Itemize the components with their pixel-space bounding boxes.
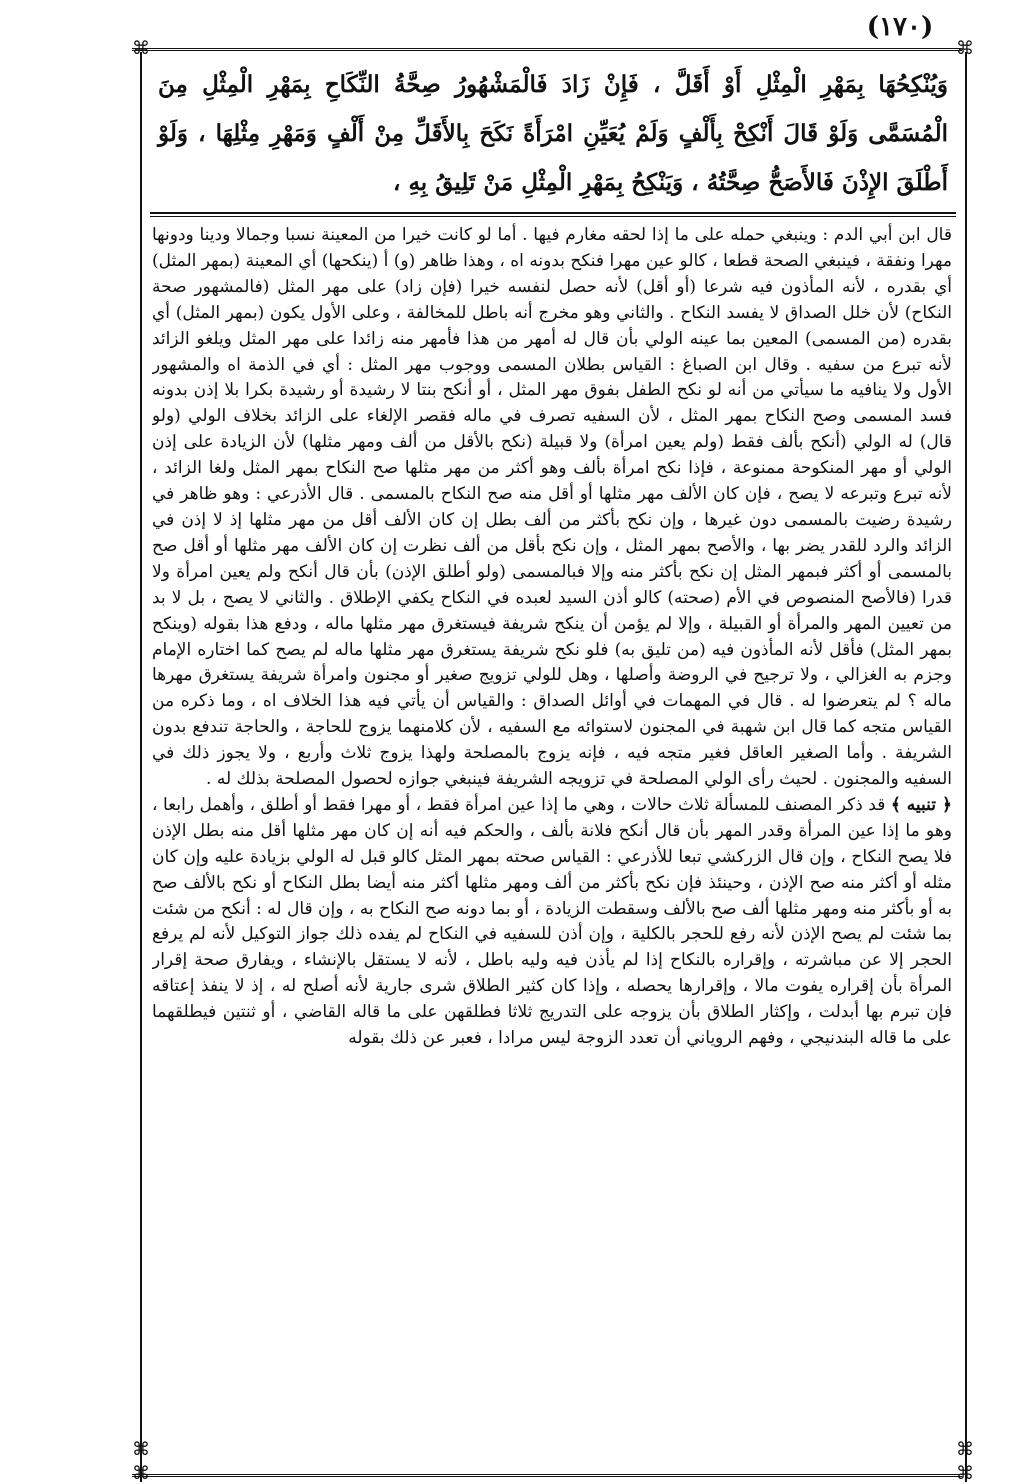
corner-ornament-mid-left: ⌘ bbox=[132, 1439, 150, 1460]
tanbih-label: ﴿ تنبيه ﴾ bbox=[890, 794, 952, 815]
commentary bbox=[152, 223, 952, 1468]
divider-thick bbox=[150, 212, 956, 214]
frame-bottom bbox=[132, 1474, 962, 1477]
commentary-paragraph: قال ابن أبي الدم : وينبغي حمله على ما إذا لحقه مغارم فيها . أما لو كانت خيرا من المعينة نسبا وجمالا ودينا ودونها مهرا ونفقة ، فينبغي الصحة قطعا ، كالو عين مهرا فنكح بدونه اه ، وهذا ظاهر (و) أ (ينكحها) أي المعينة (بمهر المثل) أي بقدره ، لأنه المأذون فيه شرعا (أو أقل) لأنه حصل لنفسه خيرا (فإن زاد) على مهر المثل (فالمشهور صحة النكاح) لأن خلل الصداق لا يفسد النكاح . والثاني وهو مخرج أنه باطل للمخالفة ، وعلى الأول يكون (بمهر المثل) أي بقدره (من المسمى) المعين بما عينه الولي بأن قال له أمهر من هذا فأمهر منه زائدا على مهر المثل ويلغو الزائد لأنه تبرع من سفيه . وقال ابن الصباغ : القياس بطلان المسمى ووجوب مهر المثل : أي في الذمة اه والمشهور الأول ولا ينافيه ما سيأتي من أنه لو نكح الطفل بفوق مهر المثل ، أو أنكح بنتا لا رشيدة أو رشيدة بكرا بلا إذن بدونه فسد المسمى وصح النكاح بمهر المثل ، لأن السفيه تصرف في ماله فقصر الإلغاء على الزائد بخلاف الولي (ولو قال) له الولي (أنكح بألف فقط (ولم يعين امرأة) ولا قبيلة (نكح بالأقل من ألف ومهر مثلها) لأن الزيادة على إذن الولي أو مهر المنكوحة ممنوعة ، فإذا نكح امرأة بألف وهو أكثر من مهر مثلها صح النكاح بمهر المثل ولغا الزائد ، لأنه تبرع وتبرعه لا يصح ، فإن كان الألف مهر مثلها أو أقل منه صح النكاح بالمسمى . قال الأذرعي : وهو ظاهر في رشيدة رضيت بالمسمى دون غيرها ، وإن نكح بأكثر من ألف بطل إن كان الألف أقل من مهر مثلها إذ لا إذن في الزائد والرد للقدر يضر بها ، والأصح بمهر المثل ، وإن نكح بأقل من ألف نظرت إن كان الألف مهر مثلها أو أقل صح بالمسمى أو أكثر فبمهر المثل إن نكح بأكثر منه وإلا فبالمسمى (ولو أطلق الإذن) بأن قال أنكح ولم يعين امرأة ولا قدرا (فالأصح المنصوص في الأم (صحته) كالو أذن السيد لعبده في النكاح يكفي الإطلاق . والثاني لا يصح ، بل لا بد من تعيين المهر والمرأة أو القبيلة ، وإلا لم يؤمن أن ينكح شريفة فيستغرق مهر مثلها ماله ، ودفع هذا بقوله (وينكح بمهر المثل) فأقل لأنه المأذون فيه (من تليق به) فلو نكح شريفة يستغرق مهر مثلها ماله لم يصح كما اختاره الإمام وجزم به الغزالي ، ولا ترجيح في الروضة وأصلها ، وهل للولي تزويج صغير أو مجنون وامرأة شريفة يستغرق مهرها ماله ؟ لم يتعرضوا له . قال في المهمات في أوائل الصداق : والقياس أن يأتي فيه هذا الخلاف اه ، وما ذكره من القياس متجه كما قال ابن شهبة في المجنون لاستوائه مع السفيه ، لأن كلامنهما يزوج للحاجة ، والحاجة تندفع بدون الشريفة . وأما الصغير العاقل فغير متجه فيه ، فإنه يزوج بالمصلحة ولهذا يزوج ثلاث وأربع ، ولا يجوز ذلك في السفيه والمجنون . لحيث رأى الولي المصلحة في تزويجه الشريفة فينبغي جوازه لحصول المصلحة بذلك له . bbox=[152, 225, 952, 790]
divider-thin bbox=[150, 216, 956, 217]
tanbih-text: قد ذكر المصنف للمسألة ثلاث حالات ، وهي ما إذا عين امرأة فقط ، أو مهرا فقط أو أطلق ، وأهمل رابعا ، وهو ما إذا عين المرأة وقدر المهر بأن قال أنكح فلانة بألف ، والحكم فيه أنه إن كان مهر مثلها أقل منه بطل الإذن فلا يصح النكاح ، وإن قال الزركشي تبعا للأذرعي : القياس صحته بمهر المثل كالو قبل له الولي بزيادة عليه وإن كان مثله أو أكثر منه صح الإذن ، وحينئذ فإن نكح بأكثر من ألف ومهر مثلها أكثر منه أيضا بطل النكاح أو نكح بالألف صح به أو بأكثر منه ومهر مثلها ألف صح بالألف وسقطت الزيادة ، أو بما دونه صح النكاح به ، وإن قال له : أنكح من شئت بما شئت لم يصح الإذن لأنه رفع للحجر بالكلية ، وإن أذن للسفيه في النكاح لم يفده ذلك جواز التوكيل لأنه لم يرفع الحجر إلا عن مباشرته ، وإقراره بالنكاح إذا لم يأذن فيه وليه باطل ، لأنه لا يستقل بالإنشاء ، ويفارق صحة إقرار المرأة بأن إقراره يفوت مالا ، وإقرارها يحصله ، وإذا كان كثير الطلاق شرى جارية لأنه أصلح له ، إذ لا ينفذ إعتاقه فإن تبرم بها أبدلت ، وإكثار الطلاق بأن يزوجه على التدريج ثلاثا فطلقهن على ما قاله القاضي ، أو ثنتين فيطلقهما على ما قاله البندنيجي ، وفهم الروياني أن تعدد الزوجة ليس مرادا ، فعبر عن ذلك بقوله bbox=[152, 794, 952, 1049]
corner-ornament-mid-right: ⌘ bbox=[956, 1439, 974, 1460]
frame-right bbox=[965, 52, 967, 1482]
frame-left bbox=[140, 52, 142, 1482]
main-text bbox=[158, 60, 948, 210]
tanbih-paragraph bbox=[152, 793, 952, 1052]
page-number: (١٧٠) bbox=[866, 12, 934, 42]
main-text-paragraph: وَيُنْكِحُهَا بِمَهْرِ الْمِثْلِ أَوْ أَقَلَّ ، فَإِنْ زَادَ فَالْمَشْهُورُ صِحَّةُ النِّكَاحِ بِمَهْرِ الْمِثْلِ مِنَ الْمُسَمَّى وَلَوْ قَالَ أَنْكِحْ بِأَلْفٍ وَلَمْ يُعَيِّنِ امْرَأَةً نَكَحَ بِالأَقَلِّ مِنْ أَلْفٍ وَمَهْرِ مِثْلِهَا ، وَلَوْ أَطْلَقَ الإِذْنَ فَالأَصَحُّ صِحَّتُهُ ، وَيَنْكِحُ بِمَهْرِ الْمِثْلِ مَنْ تَلِيقُ بِهِ ، bbox=[158, 71, 948, 196]
corner-ornament-bottom-right: ⌘ bbox=[956, 1463, 974, 1484]
corner-ornament-top-left: ⌘ bbox=[132, 38, 150, 59]
corner-ornament-bottom-left: ⌘ bbox=[132, 1463, 150, 1484]
frame-top bbox=[132, 48, 962, 51]
corner-ornament-top-right: ⌘ bbox=[956, 38, 974, 59]
